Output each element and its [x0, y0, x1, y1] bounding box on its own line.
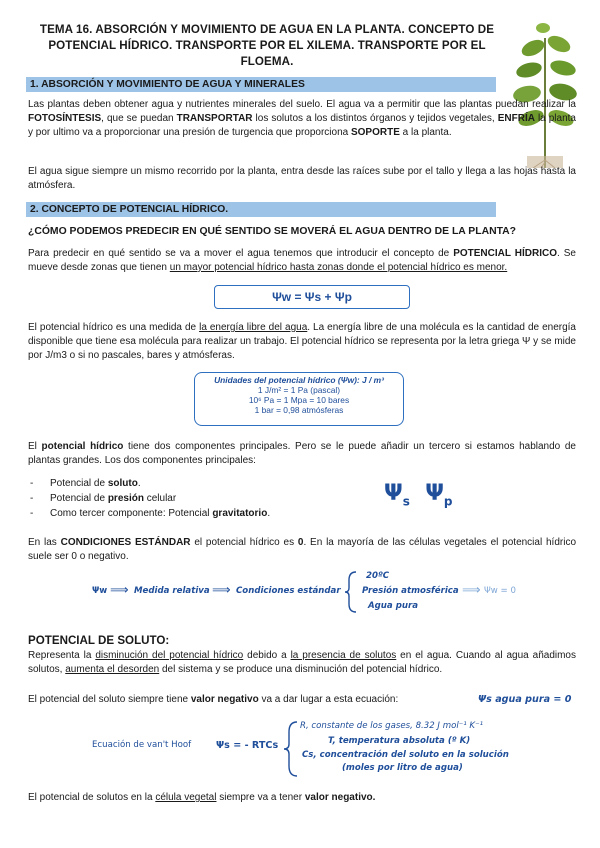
- units-box: [194, 372, 404, 426]
- diagram-cond-1: 20ºC: [366, 571, 390, 581]
- soluto-heading: POTENCIAL DE SOLUTO:: [28, 634, 170, 647]
- water-potential-equation: Ψw = Ψs + Ψp: [214, 285, 410, 309]
- section-1-paragraph-2: El agua sigue siempre un mismo recorrido por la planta, entra desde las raíces sube por el tallo y llega a las hojas hasta la atmósfera.: [28, 166, 576, 191]
- vant-hoff-r: R, constante de los gases, 8.32 J mol⁻¹ K⁻¹: [300, 721, 484, 731]
- units-box-title: Unidades del potencial hídrico (Ψw): J / m³: [214, 375, 384, 385]
- left-brace-icon: [283, 720, 299, 778]
- psi-components-symbols: $\Psi_s$ $\Psi_p$: [384, 481, 453, 509]
- units-line-1: 1 J/m² = 1 Pa (pascal): [257, 385, 341, 396]
- section-2-paragraph-3: El potencial hídrico tiene dos componentes principales. Pero se le puede añadir un tercero si estamos hablando de plantas grandes. Los dos componentes principales:: [28, 441, 576, 466]
- section-2-paragraph-1: Para predecir en qué sentido se va a mover el agua tenemos que introducir el concepto de POTENCIAL HÍDRICO. Se mueve desde zonas que tienen un mayor potencial hídrico hasta zonas donde el potencial hídrico es menor.: [28, 248, 576, 273]
- soluto-pure-water-eq: Ψs agua pura = 0: [478, 694, 572, 705]
- section-1-paragraph-1: Las plantas deben obtener agua y nutrientes minerales del suelo. El agua va a permitir que las plantas puedan realizar la FOTOSÍNTESIS, que se puedan TRANSPORTAR los solutos a los distintos órganos y tejidos vegetales, ENFRÍA la planta y por ultimo va a proporcionar una presión de turgencia que proporciona SOPORTE a la planta.: [28, 99, 576, 138]
- section-2-paragraph-4: En las CONDICIONES ESTÁNDAR el potencial hídrico es 0. En la mayoría de las células vegetales el potencial hídrico suele ser 0 o negativo.: [28, 537, 577, 562]
- section-2-heading: 2. CONCEPTO DE POTENCIAL HÍDRICO.: [26, 202, 496, 217]
- vant-hoff-equation: Ψs = - RTCs: [216, 740, 279, 751]
- vant-hoff-c2: (moles por litro de agua): [342, 763, 463, 773]
- units-line-2: 10⁶ Pa = 1 Mpa = 10 bares: [248, 395, 350, 406]
- diagram-result: Ψw = 0: [484, 586, 516, 596]
- left-brace-icon: [344, 570, 358, 614]
- soluto-paragraph-2: El potencial del soluto siempre tiene valor negativo va a dar lugar a esta ecuación:: [28, 694, 399, 705]
- diagram-cond-2: Presión atmosférica: [362, 586, 459, 596]
- vant-hoff-c: Cs, concentración del soluto en la solución: [302, 750, 509, 760]
- list-item: - Como tercer componente: Potencial gravitatorio.: [30, 507, 270, 522]
- vant-hoff-t: T, temperatura absoluta (º K): [328, 736, 471, 746]
- double-arrow-icon: ⟹: [462, 583, 481, 598]
- document-title: TEMA 16. ABSORCIÓN Y MOVIMIENTO DE AGUA EN LA PLANTA. CONCEPTO DE POTENCIAL HÍDRICO. TRANSPORTE POR EL XILEMA. TRANSPORTE POR EL FLOEMA.: [39, 23, 495, 68]
- diagram-psi-w: Ψw: [92, 586, 108, 596]
- section-1-heading: 1. ABSORCIÓN Y MOVIMIENTO DE AGUA Y MINERALES: [26, 77, 496, 92]
- list-item: - Potencial de soluto.: [30, 477, 270, 492]
- section-2-question: ¿CÓMO PODEMOS PREDECIR EN QUÉ SENTIDO SE MOVERÁ EL AGUA DENTRO DE LA PLANTA?: [28, 226, 517, 237]
- diagram-medida: Medida relativa: [134, 586, 210, 596]
- components-list: [30, 477, 270, 522]
- diagram-cond-3: Agua pura: [368, 601, 419, 611]
- list-item: - Potencial de presión celular: [30, 492, 270, 507]
- soluto-paragraph-3: El potencial de solutos en la célula vegetal siempre va a tener valor negativo.: [28, 792, 376, 803]
- plant-illustration: [505, 18, 583, 168]
- double-arrow-icon: ⟹: [110, 583, 129, 598]
- double-arrow-icon: ⟹: [212, 583, 231, 598]
- soluto-paragraph-1: Representa la disminución del potencial hídrico debido a la presencia de solutos en el agua. Cuando al agua añadimos solutos, aumenta el desorden del sistema y se produce una disminución del potencial hídrico.: [28, 650, 576, 675]
- diagram-condiciones: Condiciones estándar: [236, 586, 341, 596]
- vant-hoff-label: Ecuación de van't Hoof: [92, 740, 192, 750]
- units-line-3: 1 bar = 0,98 atmósferas: [254, 405, 344, 416]
- section-2-paragraph-2: El potencial hídrico es una medida de la energía libre del agua. La energía libre de una molécula es la cantidad de energía disponible que tiene esa molécula para realizar un trabajo. El potencial hídrico se representa por la letra griega Ψ y se mide por J/m3 o si no pascales, bares y atmósferas.: [28, 322, 576, 361]
